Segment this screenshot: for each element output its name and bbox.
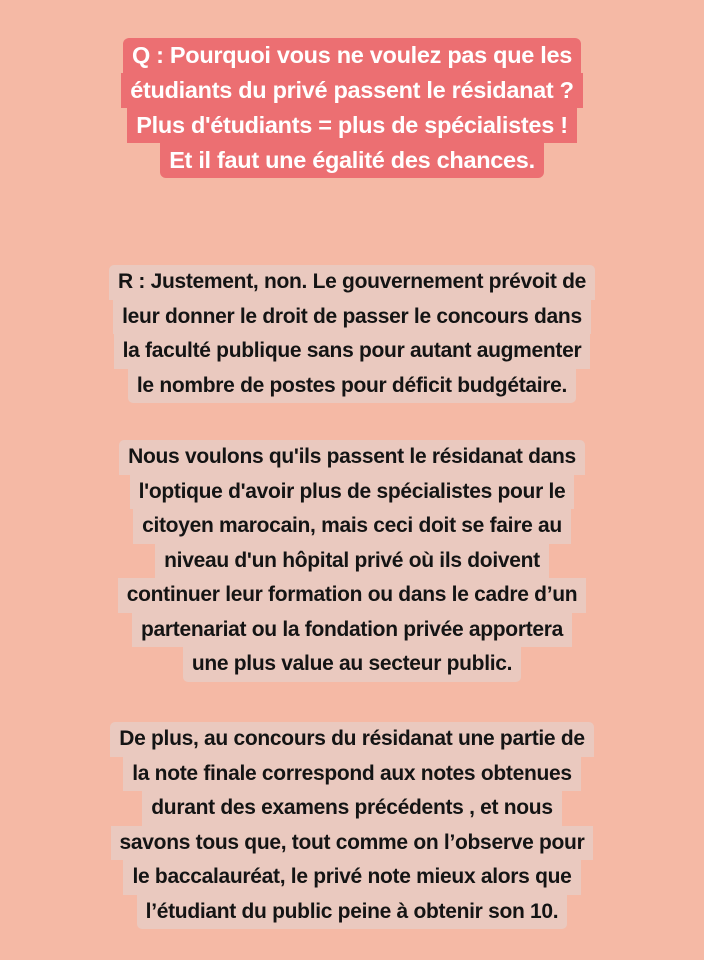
answer-line: citoyen marocain, mais ceci doit se faire au (133, 509, 571, 544)
answer-text-block-1 (0, 265, 704, 403)
answer-line: De plus, au concours du résidanat une partie de (110, 722, 594, 757)
answer-line: Nous voulons qu'ils passent le résidanat dans (119, 440, 585, 475)
answer-line: la faculté publique sans pour autant augmenter (114, 334, 591, 369)
question-line: étudiants du privé passent le résidanat ? (121, 73, 582, 108)
answer-text-block-2 (0, 440, 704, 682)
question-line: Et il faut une égalité des chances. (160, 143, 544, 178)
answer-line: partenariat ou la fondation privée apportera (132, 613, 572, 648)
answer-line: R : Justement, non. Le gouvernement prévoit de (109, 265, 595, 300)
answer-line: continuer leur formation ou dans le cadre d’un (118, 578, 587, 613)
question-text-block (0, 38, 704, 178)
answer-line: leur donner le droit de passer le concours dans (113, 300, 591, 335)
question-line: Plus d'étudiants = plus de spécialistes ! (127, 108, 576, 143)
answer-line: le nombre de postes pour déficit budgétaire. (128, 369, 576, 404)
answer-line: une plus value au secteur public. (183, 647, 521, 682)
answer-line: savons tous que, tout comme on l’observe pour (111, 826, 594, 861)
answer-line: le baccalauréat, le privé note mieux alors que (123, 860, 580, 895)
answer-text-block-3 (0, 722, 704, 929)
answer-line: durant des examens précédents , et nous (142, 791, 561, 826)
answer-line: l'optique d'avoir plus de spécialistes pour le (130, 475, 575, 510)
question-line: Q : Pourquoi vous ne voulez pas que les (123, 38, 581, 73)
answer-line: l’étudiant du public peine à obtenir son 10. (137, 895, 568, 930)
answer-line: niveau d'un hôpital privé où ils doivent (155, 544, 549, 579)
answer-line: la note finale correspond aux notes obtenues (123, 757, 581, 792)
